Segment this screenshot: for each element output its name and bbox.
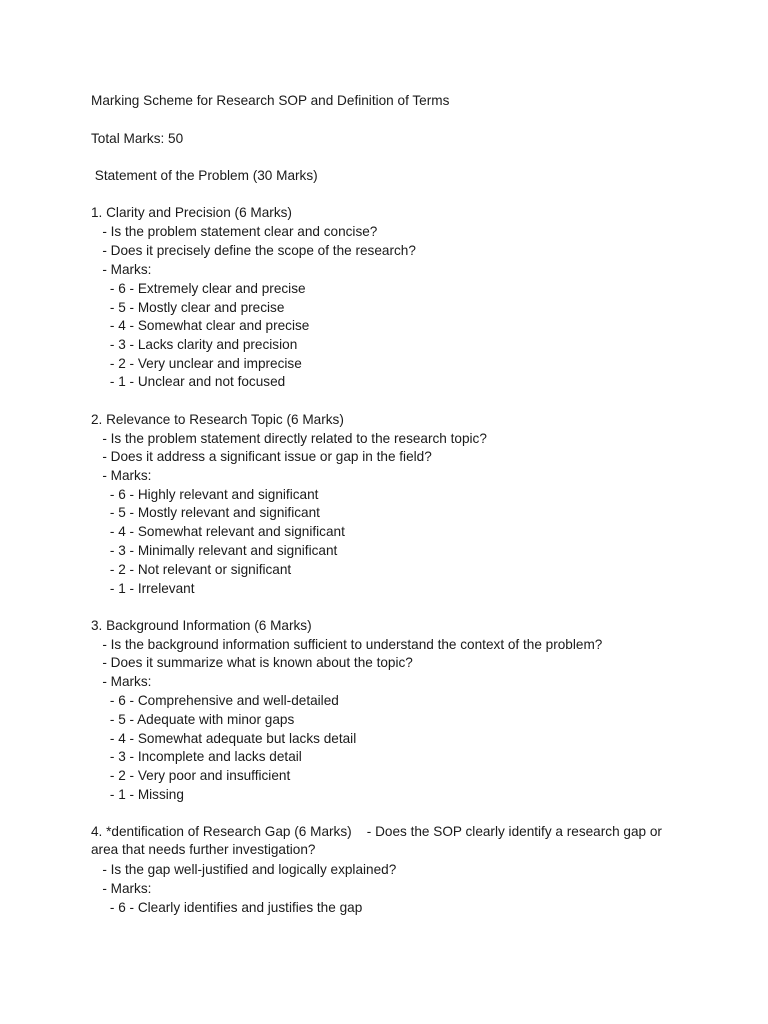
mark-level: - 1 - Missing xyxy=(91,787,184,802)
criterion-heading: 3. Background Information (6 Marks) xyxy=(91,618,312,633)
mark-level: - 5 - Mostly relevant and significant xyxy=(91,505,320,520)
mark-level: - 1 - Unclear and not focused xyxy=(91,374,286,389)
mark-level: - 3 - Minimally relevant and significant xyxy=(91,543,338,558)
mark-level: - 3 - Incomplete and lacks detail xyxy=(91,749,302,764)
criterion-question: - Is the background information sufficient to understand the context of the problem? xyxy=(91,637,603,652)
document-title: Marking Scheme for Research SOP and Definition of Terms xyxy=(91,93,450,108)
total-marks: Total Marks: 50 xyxy=(91,131,184,146)
mark-level: - 1 - Irrelevant xyxy=(91,581,195,596)
mark-level: - 2 - Very poor and insufficient xyxy=(91,768,291,783)
mark-level: - 6 - Clearly identifies and justifies the gap xyxy=(91,900,363,915)
mark-level: - 6 - Comprehensive and well-detailed xyxy=(91,693,339,708)
marks-label: - Marks: xyxy=(91,674,152,689)
mark-level: - 4 - Somewhat adequate but lacks detail xyxy=(91,731,357,746)
criterion-heading: 4. *dentification of Research Gap (6 Marks) - Does the SOP clearly identify a research gap or area that needs further investigation? xyxy=(91,824,666,857)
marks-label: - Marks: xyxy=(91,468,152,483)
mark-level: - 4 - Somewhat relevant and significant xyxy=(91,524,345,539)
mark-level: - 2 - Very unclear and imprecise xyxy=(91,356,302,371)
criterion-question: - Does it summarize what is known about the topic? xyxy=(91,655,413,670)
marks-label: - Marks: xyxy=(91,262,152,277)
section-heading: Statement of the Problem (30 Marks) xyxy=(91,168,318,183)
criterion-heading: 2. Relevance to Research Topic (6 Marks) xyxy=(91,412,344,427)
criterion-question: - Is the problem statement clear and concise? xyxy=(91,224,378,239)
mark-level: - 6 - Extremely clear and precise xyxy=(91,281,306,296)
criterion-heading: 1. Clarity and Precision (6 Marks) xyxy=(91,205,292,220)
mark-level: - 2 - Not relevant or significant xyxy=(91,562,292,577)
criterion-question: - Is the gap well-justified and logically explained? xyxy=(91,862,397,877)
criterion-question: - Does it precisely define the scope of the research? xyxy=(91,243,416,258)
mark-level: - 5 - Adequate with minor gaps xyxy=(91,712,295,727)
criterion-question: - Is the problem statement directly related to the research topic? xyxy=(91,431,487,446)
mark-level: - 4 - Somewhat clear and precise xyxy=(91,318,310,333)
mark-level: - 3 - Lacks clarity and precision xyxy=(91,337,298,352)
marks-label: - Marks: xyxy=(91,881,152,896)
criterion-question: - Does it address a significant issue or gap in the field? xyxy=(91,449,432,464)
mark-level: - 5 - Mostly clear and precise xyxy=(91,300,285,315)
mark-level: - 6 - Highly relevant and significant xyxy=(91,487,319,502)
